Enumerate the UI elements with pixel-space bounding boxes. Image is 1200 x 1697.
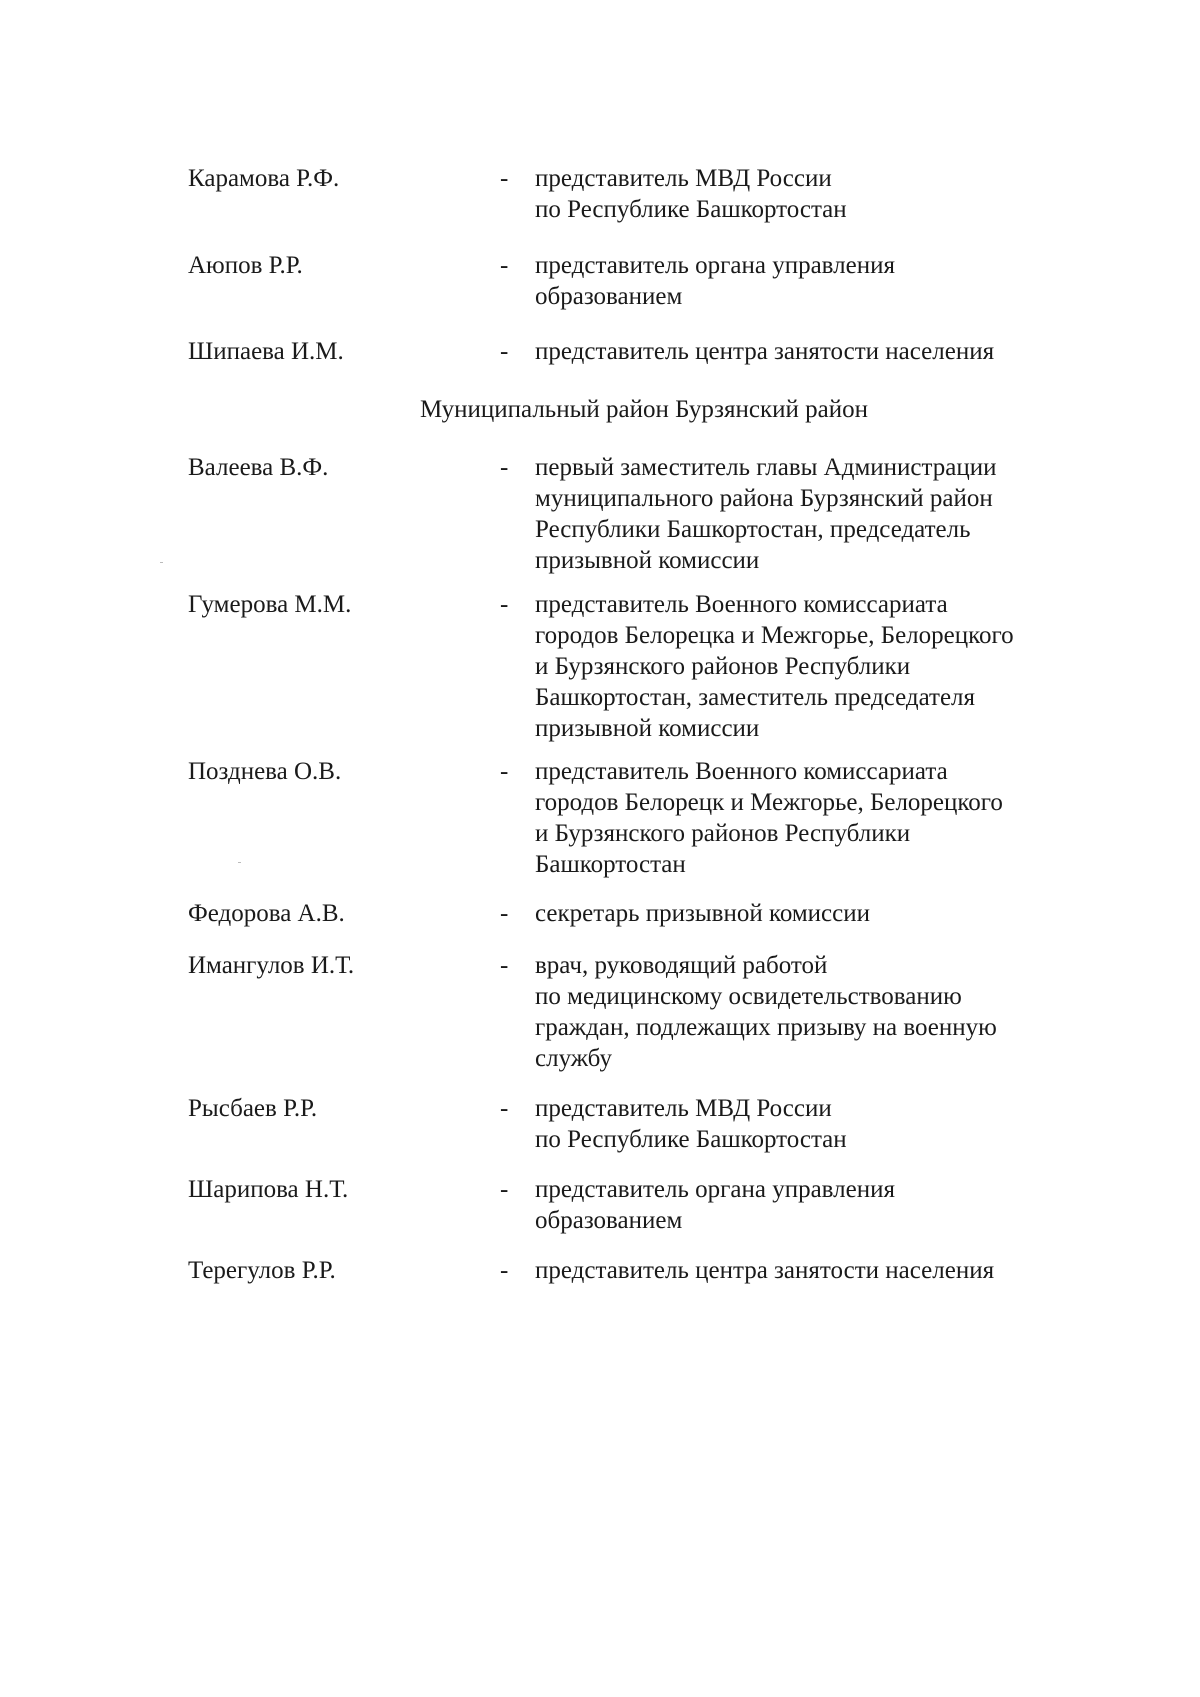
member-role: секретарь призывной комиссии bbox=[535, 900, 871, 927]
member-role: представитель Военного комиссариата городов Белорецка и Межгорье, Белорецкого и Бурзянского районов Республики Башкортостан, заместитель председателя призывной комиссии bbox=[535, 591, 1014, 742]
scan-speck bbox=[160, 562, 163, 563]
member-role: представитель центра занятости населения bbox=[535, 338, 995, 365]
member-name: Валеева В.Ф. bbox=[188, 454, 329, 481]
member-name: Шарипова Н.Т. bbox=[188, 1176, 349, 1203]
member-role: представитель центра занятости населения bbox=[535, 1257, 995, 1284]
member-name: Федорова А.В. bbox=[188, 900, 345, 927]
member-name: Аюпов Р.Р. bbox=[188, 252, 303, 279]
member-dash: - bbox=[500, 252, 509, 279]
member-name: Позднева О.В. bbox=[188, 758, 342, 785]
section-heading: Муниципальный район Бурзянский район bbox=[420, 396, 868, 423]
member-dash: - bbox=[500, 1095, 509, 1122]
member-dash: - bbox=[500, 1176, 509, 1203]
member-name: Рысбаев Р.Р. bbox=[188, 1095, 318, 1122]
member-dash: - bbox=[500, 1257, 509, 1284]
member-role: представитель Военного комиссариата городов Белорецк и Межгорье, Белорецкого и Бурзянского районов Республики Башкортостан bbox=[535, 758, 1003, 878]
member-dash: - bbox=[500, 165, 509, 192]
member-role: первый заместитель главы Администрации муниципального района Бурзянский район Республики Башкортостан, председатель призывной комиссии bbox=[535, 454, 997, 574]
member-role: представитель МВД России по Республике Башкортостан bbox=[535, 165, 847, 223]
member-dash: - bbox=[500, 338, 509, 365]
member-name: Шипаева И.М. bbox=[188, 338, 344, 365]
member-name: Имангулов И.Т. bbox=[188, 952, 355, 979]
member-role: представитель органа управления образованием bbox=[535, 1176, 895, 1234]
member-role: представитель МВД России по Республике Башкортостан bbox=[535, 1095, 847, 1153]
member-dash: - bbox=[500, 591, 509, 618]
member-dash: - bbox=[500, 454, 509, 481]
scan-speck bbox=[238, 862, 241, 863]
member-name: Карамова Р.Ф. bbox=[188, 165, 340, 192]
member-role: врач, руководящий работой по медицинскому освидетельствованию граждан, подлежащих призыву на военную службу bbox=[535, 952, 997, 1072]
member-dash: - bbox=[500, 952, 509, 979]
member-dash: - bbox=[500, 900, 509, 927]
member-role: представитель органа управления образованием bbox=[535, 252, 895, 310]
member-name: Терегулов Р.Р. bbox=[188, 1257, 336, 1284]
member-name: Гумерова М.М. bbox=[188, 591, 352, 618]
member-dash: - bbox=[500, 758, 509, 785]
